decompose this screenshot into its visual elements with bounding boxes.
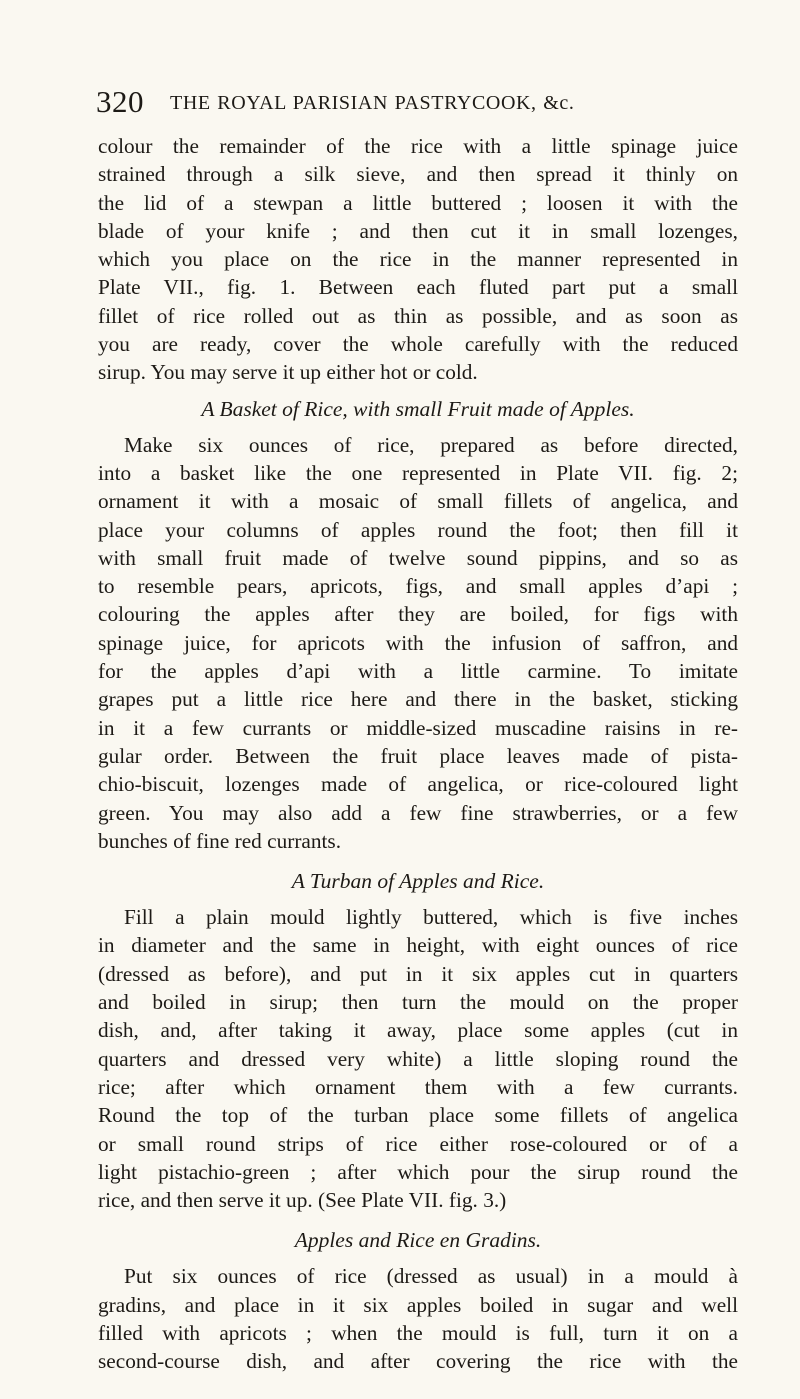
text-line: and boiled in sirup; then turn the mould on the proper [98,990,738,1015]
text-line: strained through a silk sieve, and then spread it thinly on [98,162,738,187]
text-line: into a basket like the one represented in Plate VII. fig. 2; [98,460,738,485]
section-heading-apples-en-gradins: Apples and Rice en Gradins. [294,1228,542,1253]
text-line: gradins, and place in it six apples boiled in sugar and well [98,1292,738,1317]
running-head [96,84,736,124]
text-line: to resemble pears, apricots, figs, and small apples d’api ; [98,574,738,599]
text-line: Plate VII., fig. 1. Between each fluted part put a small [98,275,738,300]
text-line: rice, and then serve it up. (See Plate VII. fig. 3.) [98,1188,507,1213]
text-line: Put six ounces of rice (dressed as usual) in a mould à [124,1264,738,1289]
text-line: spinage juice, for apricots with the infusion of saffron, and [98,630,738,655]
opening-paragraph [98,132,738,387]
text-line: fillet of rice rolled out as thin as possible, and as soon as [98,303,738,328]
text-line: colouring the apples after they are boiled, for figs with [98,602,738,627]
running-title: THE ROYAL PARISIAN PASTRYCOOK, &c. [170,92,575,114]
text-line: green. You may also add a few fine strawberries, or a few [98,800,738,825]
text-line: in diameter and the same in height, with eight ounces of rice [98,933,738,958]
text-line: rice; after which ornament them with a few currants. [98,1074,738,1099]
page-number: 320 [96,84,144,119]
section-heading-basket-of-rice: A Basket of Rice, with small Fruit made of Apples. [201,396,635,421]
text-line: or small round strips of rice either rose-coloured or of a [98,1131,738,1156]
text-line: place your columns of apples round the foot; then fill it [98,517,738,542]
text-line: colour the remainder of the rice with a little spinage juice [98,134,738,158]
text-line: Round the top of the turban place some fillets of angelica [98,1103,738,1128]
text-line: Fill a plain mould lightly buttered, which is five inches [124,905,738,930]
section-paragraph-apples-en-gradins [98,1262,738,1375]
section-heading-turban-of-apples: A Turban of Apples and Rice. [291,869,545,894]
section-paragraph-turban-of-apples [98,903,738,1214]
body-text [98,132,738,1376]
text-line: sirup. You may serve it up either hot or cold. [98,360,478,385]
text-line: ornament it with a mosaic of small fillets of angelica, and [98,489,738,514]
text-line: gular order. Between the fruit place leaves made of pista- [98,743,738,768]
text-line: second-course dish, and after covering the rice with the [98,1349,738,1374]
text-line: Make six ounces of rice, prepared as before directed, [124,432,738,457]
text-line: dish, and, after taking it away, place some apples (cut in [98,1018,738,1043]
text-line: chio-biscuit, lozenges made of angelica, or rice-coloured light [98,772,738,797]
text-line: light pistachio-green ; after which pour the sirup round the [98,1159,738,1184]
text-line: (dressed as before), and put in it six apples cut in quarters [98,961,738,986]
section-paragraph-basket-of-rice [98,431,738,855]
text-line: quarters and dressed very white) a little sloping round the [98,1046,738,1071]
text-line: for the apples d’api with a little carmine. To imitate [98,659,738,684]
text-line: filled with apricots ; when the mould is full, turn it on a [98,1320,738,1345]
text-line: with small fruit made of twelve sound pippins, and so as [98,545,738,570]
text-line: which you place on the rice in the manner represented in [98,247,738,272]
text-line: the lid of a stewpan a little buttered ; loosen it with the [98,190,738,215]
text-line: you are ready, cover the whole carefully with the reduced [98,332,738,357]
text-line: blade of your knife ; and then cut it in small lozenges, [98,218,738,243]
text-line: bunches of fine red currants. [98,828,342,853]
text-line: in it a few currants or middle-sized muscadine raisins in re- [98,715,738,740]
text-line: grapes put a little rice here and there in the basket, sticking [98,687,738,712]
